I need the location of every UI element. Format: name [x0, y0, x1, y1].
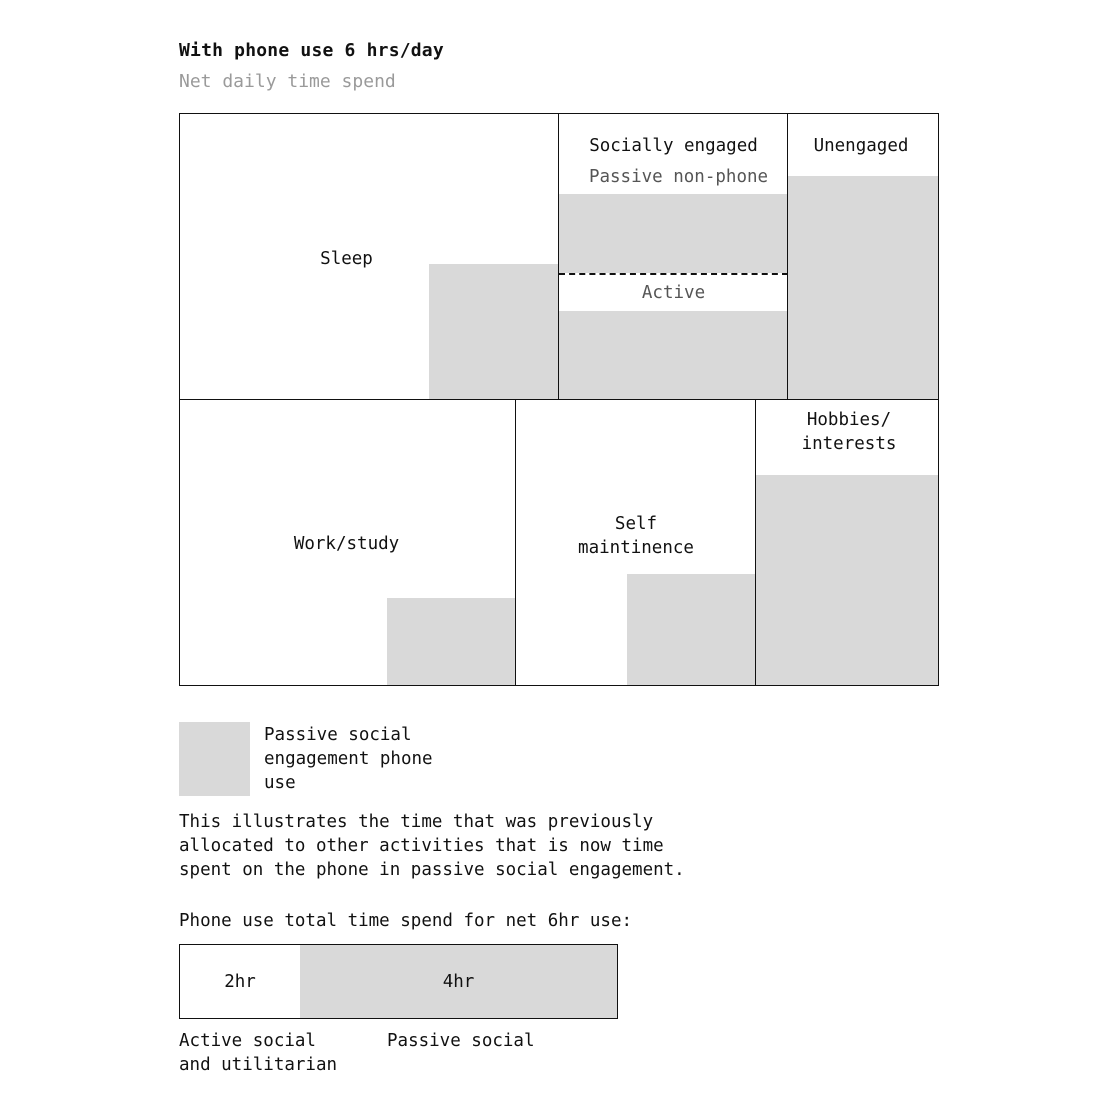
social-passive-phone-fill — [559, 194, 788, 273]
active-segment — [180, 945, 300, 1018]
unengaged-phone-fill — [788, 176, 938, 400]
active-social-label-line2: and utilitarian — [179, 1055, 338, 1075]
work-phone-fill — [387, 598, 516, 685]
time-treemap — [179, 113, 939, 686]
chart-subtitle: Net daily time spend — [179, 71, 396, 92]
passive-value: 4hr — [442, 971, 475, 992]
explanation-note — [179, 810, 739, 882]
legend-text — [264, 723, 464, 795]
phone-use-bar — [179, 944, 618, 1019]
block-unengaged — [787, 113, 939, 401]
active-label: Active — [641, 283, 706, 303]
note-line: This illustrates the time that was previously — [179, 812, 654, 832]
block-work-study — [179, 399, 517, 686]
socially-engaged-label: Socially engaged — [589, 136, 758, 156]
hobbies-label-line2: interests — [801, 434, 897, 454]
phone-use-title: Phone use total time spend for net 6hr use: — [179, 911, 633, 931]
self-maintenance-label-line1: Self — [614, 514, 658, 534]
hobbies-phone-fill — [756, 475, 938, 685]
sleep-phone-fill — [429, 264, 559, 400]
legend-swatch — [179, 722, 250, 796]
legend-line: engagement phone — [264, 749, 433, 769]
social-active-phone-fill — [559, 311, 788, 400]
sleep-label: Sleep — [320, 249, 373, 269]
active-value: 2hr — [224, 971, 256, 992]
block-socially-engaged — [558, 113, 789, 401]
chart-title: With phone use 6 hrs/day — [179, 40, 444, 61]
passive-social-label: Passive social — [387, 1031, 535, 1051]
legend-line: Passive social — [264, 725, 412, 745]
social-dashed-divider — [559, 273, 788, 275]
self-maintenance-label-line2: maintinence — [578, 538, 694, 558]
work-study-label: Work/study — [293, 534, 400, 554]
note-line: allocated to other activities that is now time — [179, 836, 664, 856]
block-sleep — [179, 113, 560, 401]
self-maintenance-phone-fill — [627, 574, 756, 685]
note-line: spent on the phone in passive social engagement. — [179, 860, 685, 880]
block-hobbies — [755, 399, 939, 686]
passive-non-phone-label: Passive non-phone — [588, 167, 769, 187]
active-social-label — [179, 1029, 337, 1077]
passive-segment — [300, 945, 617, 1018]
block-self-maintenance — [515, 399, 757, 686]
active-social-label-line1: Active social — [179, 1031, 316, 1051]
unengaged-label: Unengaged — [813, 136, 909, 156]
hobbies-label-line1: Hobbies/ — [806, 410, 892, 430]
legend-line: use — [264, 773, 296, 793]
